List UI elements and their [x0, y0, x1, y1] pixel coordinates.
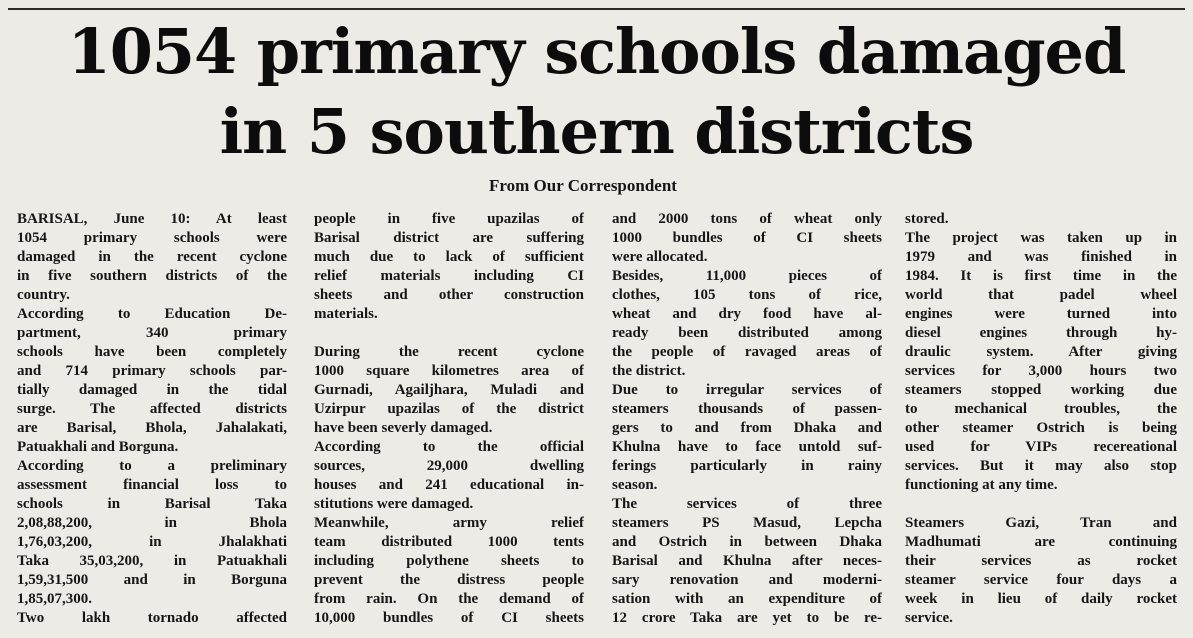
headline-line-1: 1054 primary schools damaged [67, 15, 1126, 88]
article-line: and 714 primary schools par- [17, 363, 287, 379]
article-line: steamers PS Masud, Lepcha [612, 515, 882, 531]
article-line: including polythene sheets to [314, 553, 584, 569]
article-line: Madhumati are continuing [905, 534, 1177, 550]
article-line: 10,000 bundles of CI sheets [314, 610, 584, 626]
article-line: and Ostrich in between Dhaka [612, 534, 882, 550]
article-line: have been severly damaged. [314, 420, 493, 436]
article-column-1 [17, 210, 287, 628]
article-line: Two lakh tornado affected [17, 610, 287, 626]
article-line: BARISAL, June 10: At least [17, 211, 287, 227]
article-column-3 [612, 210, 882, 628]
article-line: service. [905, 610, 953, 626]
article-column-2 [314, 210, 584, 628]
article-line: ferings particularly in rainy [612, 458, 882, 474]
article-line: 2,08,88,200, in Bhola [17, 515, 287, 531]
article-line: assessment financial loss to [17, 477, 287, 493]
article-line: gers to and from Dhaka and [612, 420, 882, 436]
article-line: Patuakhali and Borguna. [17, 439, 179, 455]
article-line: According to the official [314, 439, 584, 455]
article-line: week in lieu of daily rocket [905, 591, 1177, 607]
article-line: ready been distributed among [612, 325, 882, 341]
article-line: season. [612, 477, 658, 493]
article-line: Khulna have to face untold suf- [612, 439, 882, 455]
article-line: much due to lack of sufficient [314, 249, 584, 265]
article-line: houses and 241 educational in- [314, 477, 584, 493]
article-line: stitutions were damaged. [314, 496, 474, 512]
article-line: functioning at any time. [905, 477, 1058, 493]
article-line: Taka 35,03,200, in Patuakhali [17, 553, 287, 569]
article-line: sation with an expenditure of [612, 591, 882, 607]
article-line: 1,59,31,500 and in Borguna [17, 572, 287, 588]
article-line: world that padel wheel [905, 287, 1177, 303]
article-line: 1984. It is first time in the [905, 268, 1177, 284]
paragraph-gap [314, 324, 584, 343]
article-line: Gurnadi, Agailjhara, Muladi and [314, 382, 584, 398]
article-line: people in five upazilas of [314, 211, 584, 227]
article-line: in five southern districts of the [17, 268, 287, 284]
article-line: stored. [905, 211, 949, 227]
article-line: During the recent cyclone [314, 344, 584, 360]
top-rule [8, 8, 1185, 10]
article-line: 1,76,03,200, in Jhalakhati [17, 534, 287, 550]
article-line: partment, 340 primary [17, 325, 287, 341]
article-line: Barisal district are suffering [314, 230, 584, 246]
article-line: damaged in the recent cyclone [17, 249, 287, 265]
article-line: sary renovation and moderni- [612, 572, 882, 588]
article-line: prevent the distress people [314, 572, 584, 588]
article-line: country. [17, 287, 70, 303]
article-line: steamers thousands of passen- [612, 401, 882, 417]
article-line: 1054 primary schools were [17, 230, 287, 246]
article-line: sheets and other construction [314, 287, 584, 303]
article-line: relief materials including CI [314, 268, 584, 284]
article-line: 1,85,07,300. [17, 591, 92, 607]
article-line: wheat and dry food have al- [612, 306, 882, 322]
article-line: schools have been completely [17, 344, 287, 360]
article-line: Barisal and Khulna after neces- [612, 553, 882, 569]
article-line: materials. [314, 306, 378, 322]
article-line: their services as rocket [905, 553, 1177, 569]
headline-line-2: in 5 southern districts [219, 95, 974, 168]
article-line: team distributed 1000 tents [314, 534, 584, 550]
article-line: services for 3,000 hours two [905, 363, 1177, 379]
article-line: the district. [612, 363, 686, 379]
article-line: from rain. On the demand of [314, 591, 584, 607]
byline: From Our Correspondent [489, 176, 677, 195]
article-line: surge. The affected districts [17, 401, 287, 417]
article-line: used for VIPs recereational [905, 439, 1177, 455]
article-line: 1000 square kilometres area of [314, 363, 584, 379]
article-line: and 2000 tons of wheat only [612, 211, 882, 227]
article-line: were allocated. [612, 249, 708, 265]
article-line: clothes, 105 tons of rice, [612, 287, 882, 303]
article-line: 1000 bundles of CI sheets [612, 230, 882, 246]
headline [0, 12, 1193, 172]
article-line: The services of three [612, 496, 882, 512]
article-line: Besides, 11,000 pieces of [612, 268, 882, 284]
paragraph-gap [905, 495, 1177, 514]
article-line: According to Education De- [17, 306, 287, 322]
article-line: Steamers Gazi, Tran and [905, 515, 1177, 531]
article-line: other steamer Ostrich is being [905, 420, 1177, 436]
article-line: the people of ravaged areas of [612, 344, 882, 360]
article-line: schools in Barisal Taka [17, 496, 287, 512]
article-line: 12 crore Taka are yet to be re- [612, 610, 882, 626]
article-line: are Barisal, Bhola, Jahalakati, [17, 420, 287, 436]
article-line: tially damaged in the tidal [17, 382, 287, 398]
article-line: draulic system. After giving [905, 344, 1177, 360]
article-line: Due to irregular services of [612, 382, 882, 398]
article-line: to mechanical troubles, the [905, 401, 1177, 417]
article-line: services. But it may also stop [905, 458, 1177, 474]
article-line: steamer service four days a [905, 572, 1177, 588]
article-line: sources, 29,000 dwelling [314, 458, 584, 474]
article-line: diesel engines through hy- [905, 325, 1177, 341]
article-line: Uzirpur upazilas of the district [314, 401, 584, 417]
article-line: engines were turned into [905, 306, 1177, 322]
article-line: The project was taken up in [905, 230, 1177, 246]
article-column-4 [905, 210, 1177, 628]
article-line: Meanwhile, army relief [314, 515, 584, 531]
article-line: steamers stopped working due [905, 382, 1177, 398]
article-line: According to a preliminary [17, 458, 287, 474]
article-line: 1979 and was finished in [905, 249, 1177, 265]
